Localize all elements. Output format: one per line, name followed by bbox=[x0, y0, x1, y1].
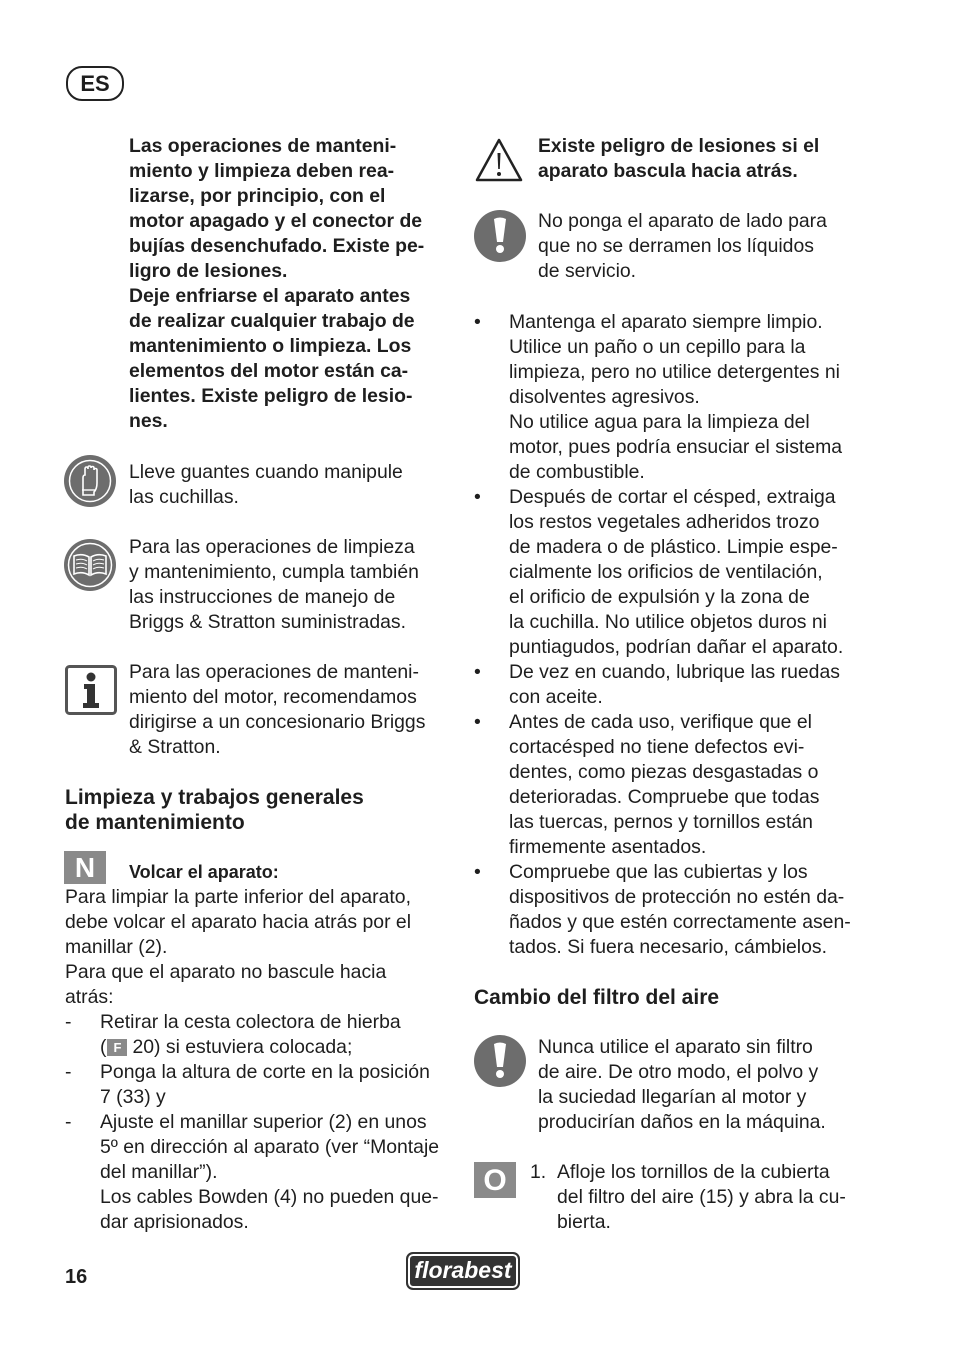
maintenance-bullets bbox=[474, 310, 874, 960]
list-item: • De vez en cuando, lubrique las ruedas con aceite. bbox=[474, 661, 840, 708]
list-item: - Retirar la cesta colectora de hierba ( F 20) si estuviera colocada; bbox=[65, 1011, 401, 1058]
list-item: • Antes de cada uso, verifique que el cortacésped no tiene defectos evi- dentes, como piezas desgastadas o deterioradas. Compruebe que todas las tuercas, pernos y tornillos están firmemente asentados. bbox=[474, 711, 820, 858]
air-filter-step: Afloje los tornillos de la cubierta del filtro del aire (15) y abra la cu- bierta. bbox=[557, 1161, 846, 1233]
gloves-icon bbox=[64, 455, 116, 507]
section-heading-cleaning: Limpieza y trabajos generales de mantenimiento bbox=[65, 786, 364, 834]
safety-intro: Las operaciones de manteni- miento y limpieza deben rea- lizarse, por principio, con el motor apagado y el conector de bujías desenchufado. Existe pe- ligro de lesiones. Deje enfriarse el aparato antes de realizar cualquier trabajo de mantenimiento o limpieza. Los elementos del motor están ca- lientes. Existe peligro de lesio- nes. bbox=[129, 135, 425, 432]
warning-triangle-icon bbox=[474, 137, 524, 190]
section-heading-air-filter: Cambio del filtro del aire bbox=[474, 986, 720, 1009]
list-item: • Mantenga el aparato siempre limpio. Utilice un paño o un cepillo para la limpieza, pero no utilice detergentes ni disolventes agresivos. No utilice agua para la limpieza del motor, pues podría ensuciar el sistema de combustible. bbox=[474, 311, 843, 483]
list-item: • Después de cortar el césped, extraiga los restos vegetales adheridos trozo de madera o de plástico. Limpie espe- cialmente los orificios de ventilación, el orificio de expulsión y la zona de la cuchilla. No utilice objetos duros ni puntiagudos, podrían dañar el aparato. bbox=[474, 486, 844, 658]
language-badge: ES bbox=[66, 66, 124, 101]
info-icon bbox=[65, 665, 117, 722]
side-notice: No ponga el aparato de lado para que no se derramen los líquidos de servicio. bbox=[538, 210, 827, 282]
list-item: - Ponga la altura de corte en la posición 7 (33) y bbox=[65, 1061, 430, 1108]
exclamation-icon bbox=[474, 210, 526, 262]
step-title: Volcar el aparato: bbox=[129, 862, 279, 882]
exclamation-icon bbox=[474, 1035, 526, 1087]
manual-book-icon bbox=[64, 539, 116, 591]
gloves-note: Lleve guantes cuando manipule las cuchillas. bbox=[129, 461, 403, 508]
step-badge-o: O bbox=[474, 1162, 516, 1198]
tipping-warning: Existe peligro de lesiones si el aparato bascula hacia atrás. bbox=[538, 135, 820, 182]
info-note: Para las operaciones de manteni- miento del motor, recomendamos dirigirse a un concesionario Briggs & Stratton. bbox=[129, 661, 426, 758]
list-item: - Ajuste el manillar superior (2) en unos 5º en dirección al aparato (ver “Montaje del manillar”). Los cables Bowden (4) no pueden que- dar aprisionados. bbox=[65, 1111, 440, 1233]
page-number: 16 bbox=[65, 1266, 88, 1288]
brand-logo: florabest bbox=[406, 1252, 520, 1290]
step-badge-n: N bbox=[64, 851, 106, 884]
figure-ref-badge: F bbox=[107, 1039, 127, 1056]
manual-note: Para las operaciones de limpieza y mantenimiento, cumpla también las instrucciones de manejo de Briggs & Stratton suministradas. bbox=[129, 536, 419, 633]
step-number: 1. bbox=[530, 1161, 547, 1183]
air-filter-notice: Nunca utilice el aparato sin filtro de aire. De otro modo, el polvo y la suciedad llegarían al motor y producirían daños en la máquina. bbox=[538, 1036, 826, 1133]
list-item: • Compruebe que las cubiertas y los dispositivos de protección no estén da- ñados y que estén correctamente asen- tados. Si fuera necesario, cámbielos. bbox=[474, 861, 851, 958]
tipping-steps-list bbox=[65, 1010, 455, 1235]
tipping-instructions: Para limpiar la parte inferior del aparato, debe volcar el aparato hacia atrás por el manillar (2). Para que el aparato no bascule hacia atrás: - Retirar la cesta colectora de hierba ( F 20) si estuviera colocada; - Ponga la altura de corte en la posición 7 (33) y - Ajuste el manillar superior (2) en unos 5º en dirección al aparato (ver “Montaje del manillar”). Los cables Bowden (4) no pueden que- dar aprisionados. bbox=[65, 885, 455, 1235]
